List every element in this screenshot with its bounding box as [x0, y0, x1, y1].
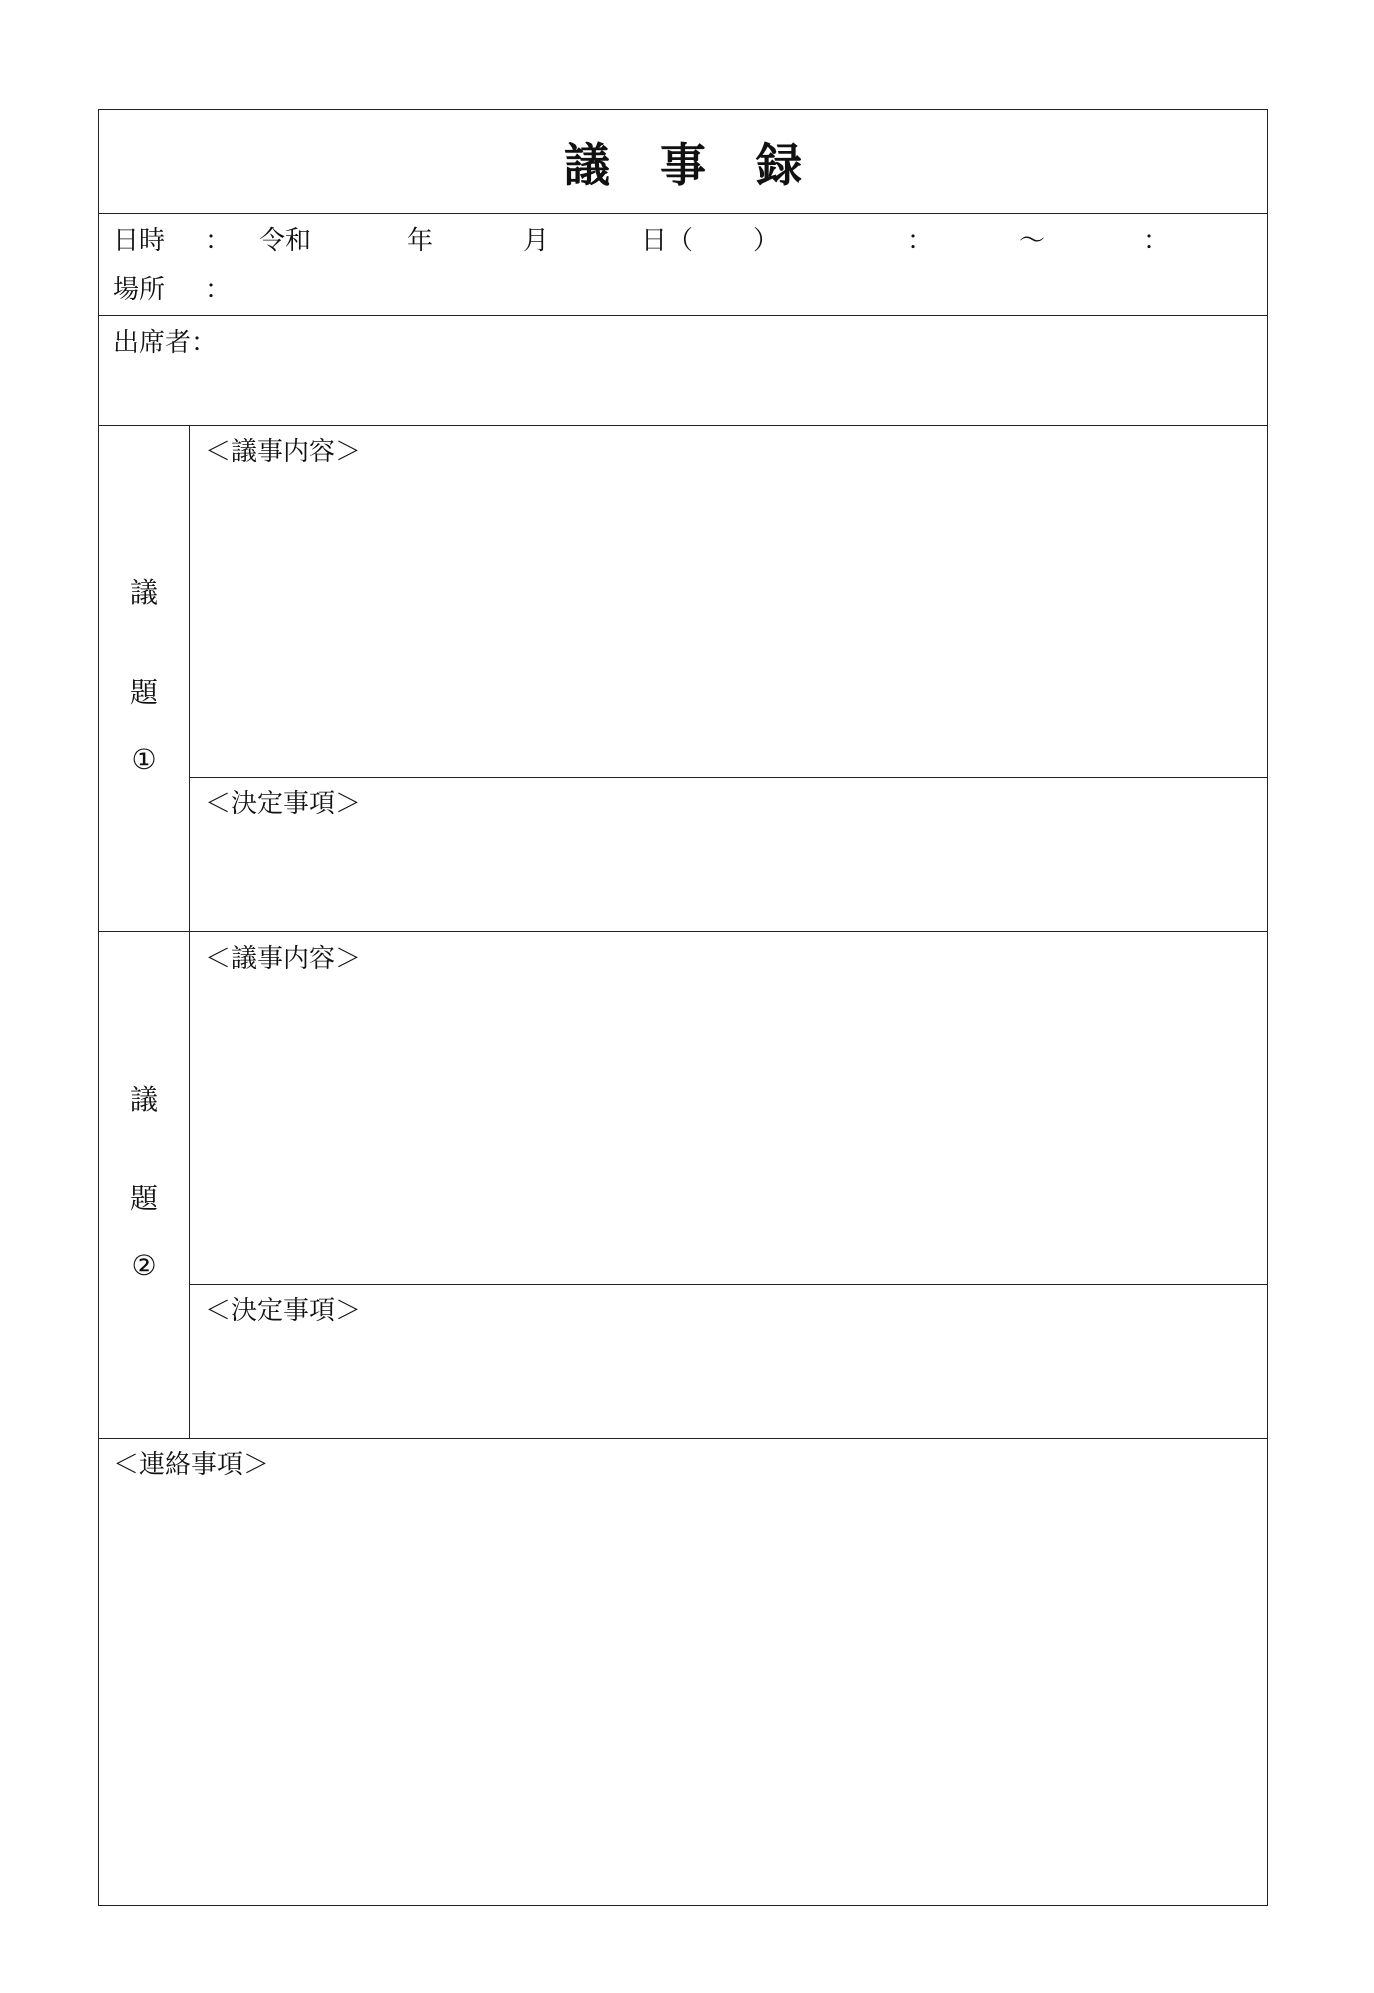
divider: [99, 315, 1267, 316]
place-label: 場所: [113, 275, 166, 305]
end-time-colon: ：: [1143, 226, 1170, 256]
agenda-1-label-char-3: ①: [131, 743, 157, 776]
agenda-2-decision-heading: ＜決定事項＞: [205, 1296, 362, 1326]
divider: [99, 1438, 1267, 1439]
divider: [99, 425, 1267, 426]
datetime-colon: ：: [205, 226, 232, 256]
title-char-1: 議: [564, 137, 610, 192]
divider: [189, 777, 1267, 778]
agenda-2-label-char-1: 議: [129, 1083, 158, 1116]
datetime-label: 日時: [113, 226, 166, 256]
start-time-colon: ：: [907, 226, 934, 256]
divider: [99, 931, 1267, 932]
title-char-2: 事: [660, 137, 706, 192]
day-label: 日（: [641, 226, 694, 256]
title-char-3: 録: [756, 137, 802, 192]
agenda-1-label-char-2: 題: [129, 676, 158, 709]
place-colon: ：: [205, 275, 232, 305]
time-range-tilde: 〜: [1019, 226, 1046, 256]
agenda-1-column-divider: [189, 425, 190, 931]
agenda-1-content-heading: ＜議事内容＞: [205, 437, 362, 467]
agenda-2-label-char-3: ②: [131, 1249, 157, 1282]
month-label: 月: [523, 226, 550, 256]
document-title: [99, 110, 1267, 213]
divider: [99, 213, 1267, 214]
notices-heading: ＜連絡事項＞: [113, 1450, 270, 1480]
agenda-2-column-divider: [189, 931, 190, 1438]
weekday-paren-close: ）: [753, 226, 780, 256]
year-label: 年: [407, 226, 434, 256]
attendees-label: 出席者：: [113, 328, 218, 358]
agenda-2-label-char-2: 題: [129, 1182, 158, 1215]
agenda-2-content-heading: ＜議事内容＞: [205, 944, 362, 974]
agenda-1-label-char-1: 議: [129, 576, 158, 609]
agenda-1-decision-heading: ＜決定事項＞: [205, 789, 362, 819]
era-label: 令和: [259, 226, 312, 256]
minutes-form: [98, 109, 1268, 1906]
divider: [189, 1284, 1267, 1285]
